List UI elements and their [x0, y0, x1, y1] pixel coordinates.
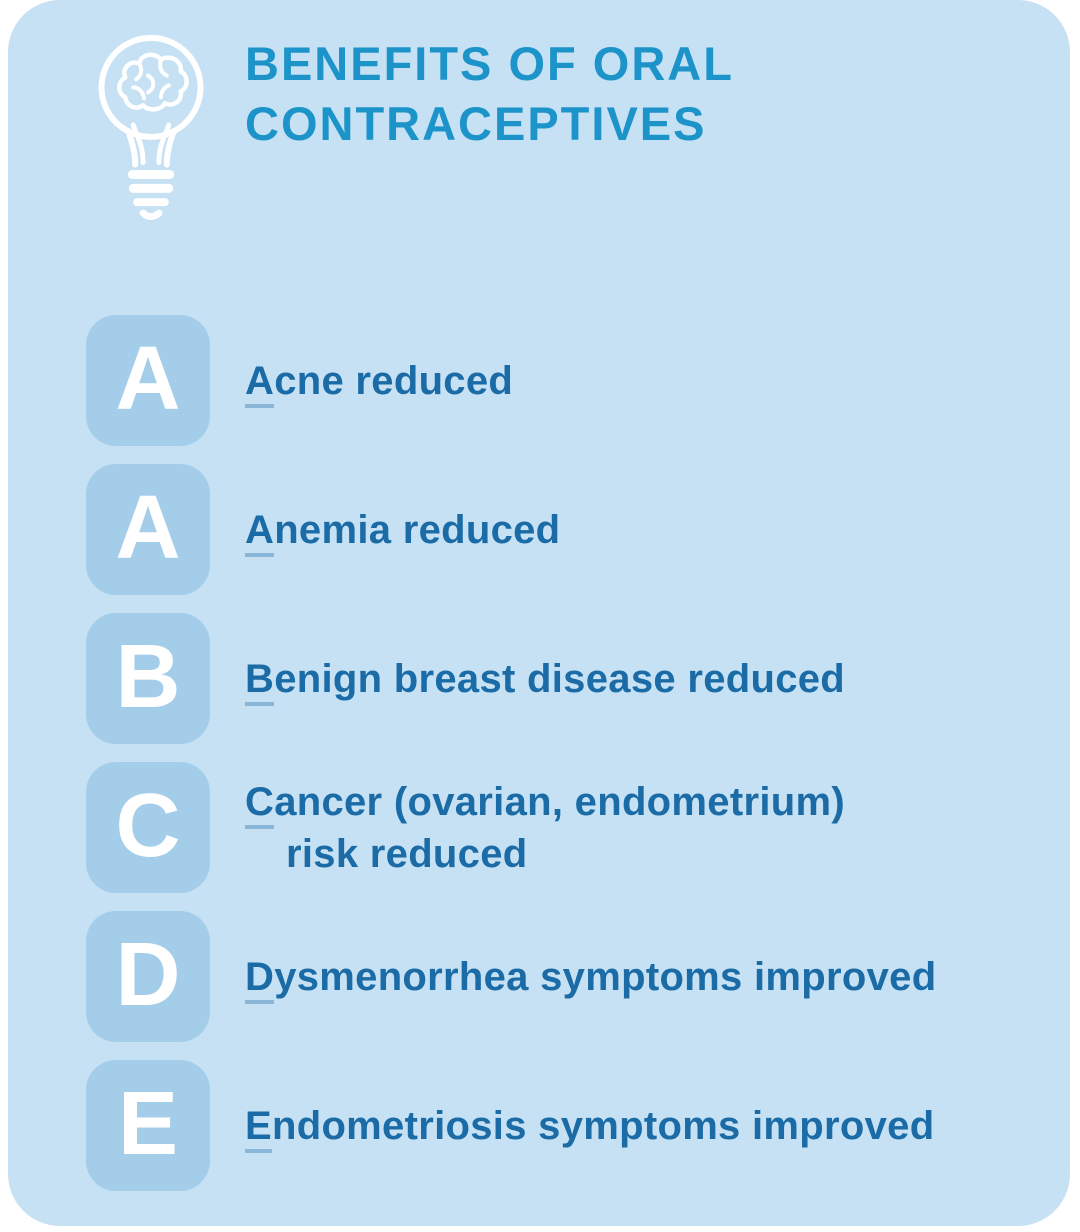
item-text-line1: Dysmenorrhea symptoms improved [245, 951, 936, 1003]
title-line-1: BENEFITS OF ORAL [245, 37, 734, 90]
list-item [86, 613, 1046, 744]
tile-letter: B [115, 626, 181, 727]
item-text [245, 504, 560, 556]
tile-letter: A [115, 328, 181, 429]
mnemonic-letter-tile [86, 315, 210, 446]
mnemonic-letter-tile [86, 911, 210, 1042]
item-text [245, 355, 513, 407]
mnemonic-first-letter: A [245, 508, 274, 557]
benefits-card [8, 0, 1070, 1226]
mnemonic-first-letter: E [245, 1104, 272, 1153]
item-text-line1: Anemia reduced [245, 504, 560, 556]
item-text-line2: risk reduced [286, 831, 528, 876]
page-title [245, 34, 734, 154]
mnemonic-first-letter: B [245, 657, 274, 706]
list-item [86, 464, 1046, 595]
mnemonic-letter-tile [86, 464, 210, 595]
tile-letter: D [115, 924, 181, 1025]
tile-letter: A [115, 477, 181, 578]
tile-letter: E [117, 1073, 179, 1174]
list-item [86, 911, 1046, 1042]
benefits-list [86, 315, 1046, 1191]
mnemonic-letter-tile [86, 613, 210, 744]
item-text-line1: Cancer (ovarian, endometrium) [245, 776, 845, 828]
brain-lightbulb-icon [88, 26, 214, 224]
item-text-line1: Acne reduced [245, 355, 513, 407]
item-text [245, 776, 845, 880]
tile-letter: C [115, 775, 181, 876]
mnemonic-first-letter: A [245, 359, 274, 408]
mnemonic-letter-tile [86, 1060, 210, 1191]
list-item [86, 762, 1046, 893]
list-item [86, 1060, 1046, 1191]
item-text-line1: Benign breast disease reduced [245, 653, 845, 705]
item-text-line1: Endometriosis symptoms improved [245, 1100, 934, 1152]
mnemonic-letter-tile [86, 762, 210, 893]
item-text [245, 1100, 934, 1152]
title-line-2: CONTRACEPTIVES [245, 97, 707, 150]
list-item [86, 315, 1046, 446]
item-text [245, 951, 936, 1003]
mnemonic-first-letter: C [245, 780, 274, 829]
mnemonic-first-letter: D [245, 955, 274, 1004]
item-text [245, 653, 845, 705]
